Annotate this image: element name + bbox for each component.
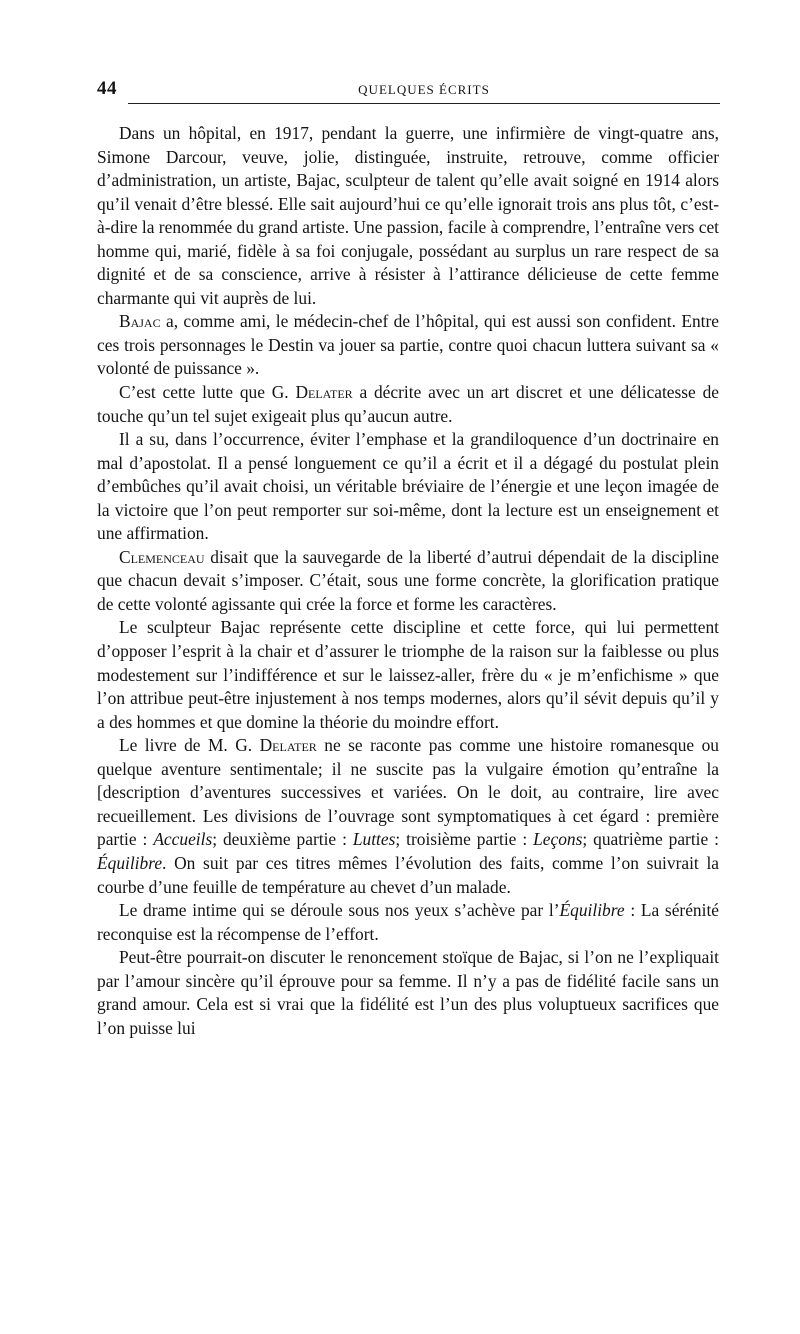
- text-run: disait que la sauvegarde de la liberté d’autrui dépendait de la discipline que chacun devait s’imposer. C’était, sous une forme concrète, la glorification pratique de cette volonté agissante qui crée la force et forme les caractères.: [97, 546, 719, 614]
- page-header: [97, 74, 719, 104]
- italic-title: Accueils: [153, 829, 213, 850]
- text-run: a, comme ami, le médecin-chef de l’hôpital, qui est aussi son confident. Entre ces trois personnages le Destin va jouer sa partie, contre quoi chacun luttera suivant sa « volonté de puissance ».: [97, 311, 719, 379]
- body-text: [97, 122, 719, 1040]
- paragraph: [97, 122, 719, 310]
- text-run: C’est cette lutte que G.: [119, 382, 296, 403]
- text-run: ; quatrième partie :: [582, 829, 719, 850]
- text-run: Le drame intime qui se déroule sous nos yeux s’achève par l’: [119, 900, 560, 921]
- running-title: QUELQUES ÉCRITS: [358, 82, 490, 97]
- small-caps-name: Bajac: [119, 311, 161, 332]
- italic-title: Équilibre: [559, 900, 625, 921]
- page-number: 44: [97, 78, 117, 99]
- paragraph: [97, 546, 719, 617]
- italic-title: Équilibre: [97, 852, 163, 873]
- paragraph: [97, 734, 719, 899]
- text-run: Dans un hôpital, en 1917, pendant la guerre, une infirmière de vingt-quatre ans, Simone Darcour, veuve, jolie, distinguée, instruite, retrouve, comme officier d’administration, un artiste, Bajac, sculpteur de talent qu’elle avait soigné en 1914 alors qu’il venait d’être blessé. Elle sait aujourd’hui ce qu’elle ignorait trois ans plus tôt, c’est-à-dire la renommée du grand artiste. Une passion, facile à comprendre, l’entraîne vers cet homme qui, marié, fidèle à sa foi conjugale, possédant au surplus un rare respect de sa dignité et de sa conscience, arrive à résister à l’attirance délicieuse de cette femme charmante qui vit auprès de lui.: [97, 123, 719, 308]
- paragraph: [97, 381, 719, 428]
- italic-title: Luttes: [352, 829, 396, 850]
- text-run: Le sculpteur Bajac représente cette discipline et cette force, qui lui permettent d’opposer l’esprit à la chair et d’assurer le triomphe de la raison sur la faiblesse ou plus modestement sur l’indifférence et sur le laissez-aller, frère du « je m’enfichisme » que l’on attribue peut-être injustement à nos temps modernes, alors qu’il sévit depuis qu’il y a des hommes et que domine la théorie du moindre effort.: [97, 617, 719, 732]
- text-run: a décrite avec un art discret et une délicatesse de touche qu’un tel sujet exigeait plus qu’aucun autre.: [97, 382, 719, 426]
- text-run: Peut-être pourrait-on discuter le renoncement stoïque de Bajac, si l’on ne l’expliquait par l’amour sincère qu’il éprouve pour sa femme. Il n’y a pas de fidélité facile sans un grand amour. Cela est si vrai que la fidélité est l’un des plus voluptueux sacrifices que l’on puisse lui: [97, 947, 719, 1038]
- small-caps-name: Clemenceau: [119, 546, 205, 567]
- italic-title: Leçons: [533, 829, 583, 850]
- paragraph: [97, 428, 719, 546]
- text-run: Le livre de M. G.: [119, 735, 260, 756]
- text-run: ; deuxième partie :: [212, 829, 353, 850]
- paragraph: [97, 616, 719, 734]
- text-run: . On suit par ces titres mêmes l’évolution des faits, comme l’on suivrait la courbe d’une feuille de température au chevet d’un malade.: [97, 852, 719, 897]
- text-run: Il a su, dans l’occurrence, éviter l’emphase et la grandiloquence d’un doctrinaire en mal d’apostolat. Il a pensé longuement ce qu’il a écrit et il a dégagé du postulat plein d’embûches qu’il avait choisi, un véritable bréviaire de l’énergie et une leçon imagée de la victoire que l’on peut remporter sur soi-même, dont la lecture est un enseignement et une affirmation.: [97, 429, 719, 544]
- text-run: : La sérénité reconquise est la récompense de l’effort.: [97, 900, 719, 944]
- paragraph: [97, 310, 719, 381]
- paragraph: [97, 899, 719, 946]
- text-run: ; troisième partie :: [395, 829, 534, 850]
- small-caps-name: Delater: [259, 735, 317, 756]
- small-caps-name: Delater: [295, 382, 353, 403]
- paragraph: [97, 946, 719, 1040]
- text-run: ne se raconte pas comme une histoire romanesque ou quelque aventure sentimentale; il ne suscite pas la vulgaire émotion qu’entraîne la [description d’aventures successives et variées. On le doit, au contraire, lire avec recueillement. Les divisions de l’ouvrage sont symptomatiques à cet égard : première partie :: [97, 735, 719, 850]
- header-rule: [128, 103, 720, 104]
